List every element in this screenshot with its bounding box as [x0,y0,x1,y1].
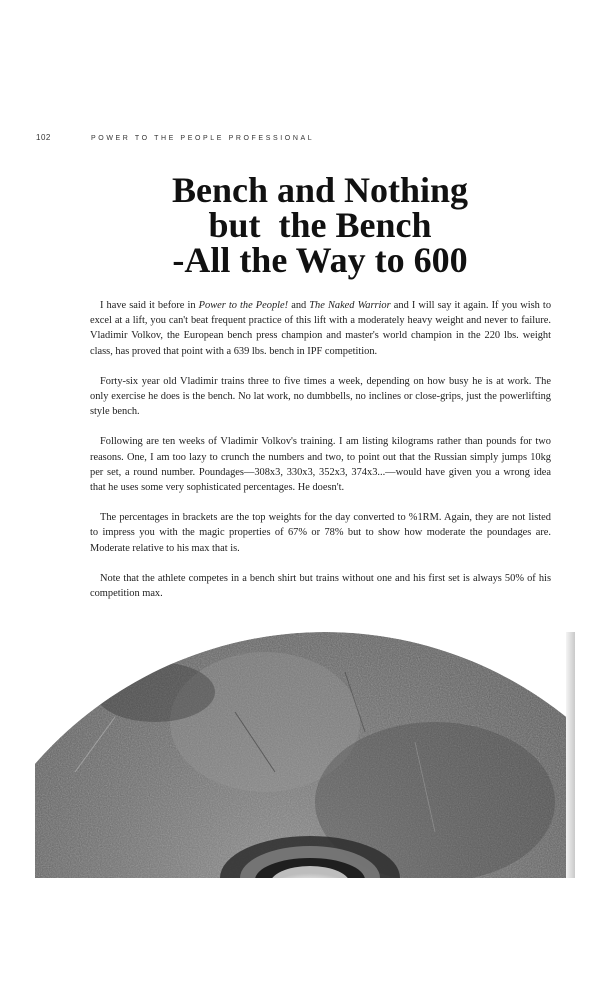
paragraph-1-text-a: I have said it before in [100,300,199,311]
title-line-2: but the Bench [208,205,432,245]
page-number: 102 [36,133,51,142]
running-head [36,133,314,142]
paragraph-4: The percentages in brackets are the top weights for the day converted to %1RM. Again, they are not listed to impress you with the magic properties of 67% or 78% but to show how moderate the poundages are. Moderate relative to his max that is. [90,512,551,554]
article-body [90,298,551,616]
paragraph-1-text-b: and [288,300,310,311]
paragraph-2: Forty-six year old Vladimir trains three to five times a week, depending on how busy he is at work. The only exercise he does is the bench. No lat work, no dumbbells, no inclines or close-grips, just the powerlifting style bench. [90,375,551,418]
book-title: POWER TO THE PEOPLE PROFESSIONAL [91,135,315,142]
weight-plate-photo [35,632,575,878]
article-title [0,170,607,280]
title-line-1: Bench and Nothing [171,170,469,210]
paragraph-5: Note that the athlete competes in a bench shirt but trains without one and his first set is always 50% of his competition max. [90,572,551,600]
weight-plate-image [35,632,575,878]
paragraph-1 [90,298,551,359]
title-line-3: -All the Way to 600 [172,240,468,280]
photo-edge-shadow [566,632,575,878]
paragraph-1-text-c: and I will say it again. If you wish to excel at a lift, you can't beat frequent practice of this lift with a moderately heavy weight and never to failure. Vladimir Volkov, the European bench press champion and master's world champion in the 220 lbs. weight class, has proved that point with a 639 lbs. bench in IPF competition. [90,300,552,357]
paragraph-3: Following are ten weeks of Vladimir Volkov's training. I am listing kilograms rather than pounds for two reasons. One, I am too lazy to crunch the numbers and two, to point out that the Russian simply jumps 10kg per set, a round number. Poundages—308x3, 330x3, 352x3, 374x3...—would have given you a wrong idea that he uses some very sophisticated percentages. He doesn't. [90,436,551,494]
book-reference-naked-warrior: The Naked Warrior [309,300,391,311]
book-reference-power-to-the-people: Power to the People! [198,300,289,311]
